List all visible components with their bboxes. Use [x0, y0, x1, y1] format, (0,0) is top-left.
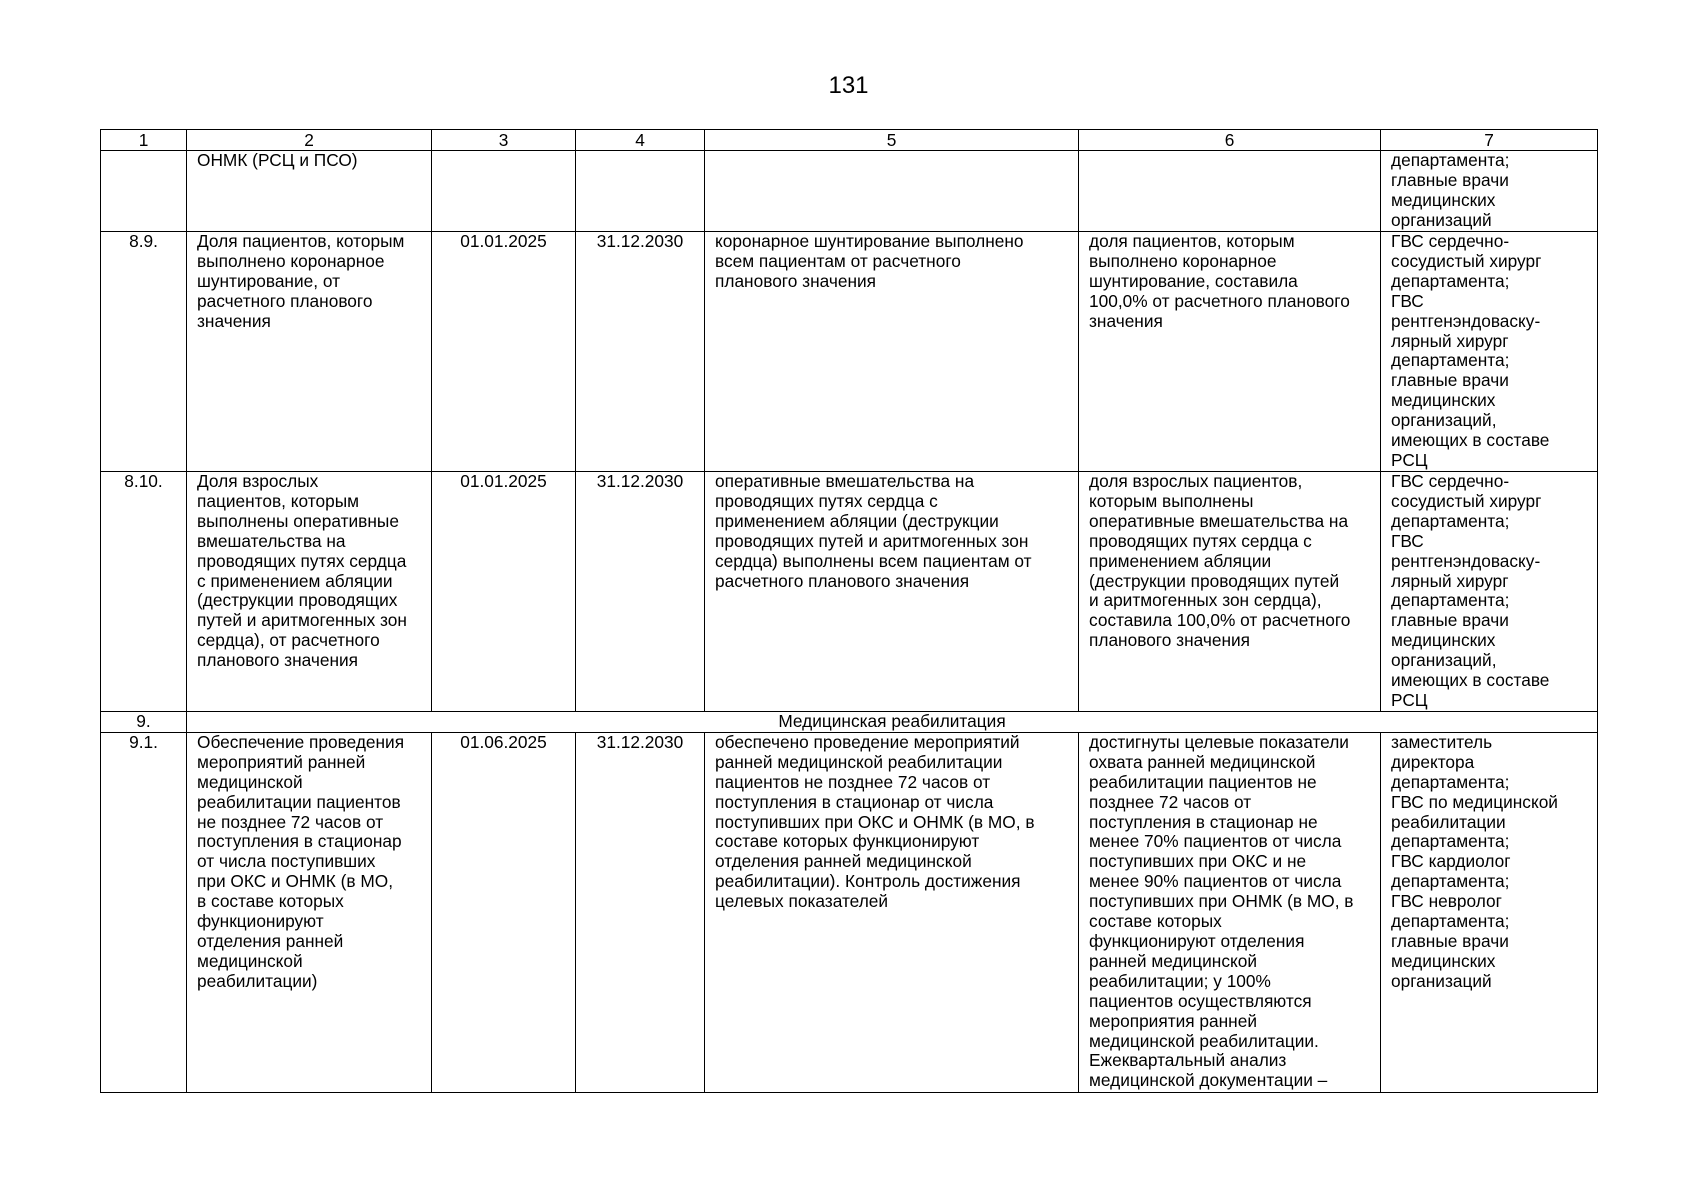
expected-result: коронарное шунтирование выполнено всем пациентам от расчетного планового значения [705, 232, 1079, 472]
header-cell: 4 [576, 130, 705, 151]
indicator: достигнуты целевые показатели охвата ранней медицинской реабилитации пациентов не позднее 72 часов от поступления в стационар не менее 70% пациентов от числа поступивших при ОКС и не менее 90% пациентов от числа поступивших при ОНМК (в МО, в составе которых функционируют отделения ранней медицинской реабилитации; у 100% пациентов осуществляются мероприятия ранней медицинской реабилитации. Ежеквартальный анализ медицинской документации – [1079, 732, 1381, 1092]
start-date: 01.06.2025 [432, 732, 576, 1092]
header-cell: 3 [432, 130, 576, 151]
expected-result: оперативные вмешательства на проводящих путях сердца с применением абляции (деструкции проводящих путей и аритмогенных зон сердца) выполнены всем пациентам от расчетного планового значения [705, 472, 1079, 712]
table-header-row [101, 130, 1598, 151]
activity-name: Обеспечение проведения мероприятий ранней медицинской реабилитации пациентов не позднее 72 часов от поступления в стационар от числа поступивших при ОКС и ОНМК (в МО, в составе которых функционируют отделения ранней медицинской реабилитации) [187, 732, 432, 1092]
page-number: 131 [828, 72, 869, 99]
header-cell: 5 [705, 130, 1079, 151]
header-cell: 2 [187, 130, 432, 151]
indicator [1079, 151, 1381, 232]
responsible: ГВС сердечно- сосудистый хирург департамента; ГВС рентгенэндоваску- лярный хирург департамента; главные врачи медицинских организаций, имеющих в составе РСЦ [1381, 232, 1598, 472]
responsible: заместитель директора департамента; ГВС по медицинской реабилитации департамента; ГВС кардиолог департамента; ГВС невролог департамента; главные врачи медицинских организаций [1381, 732, 1598, 1092]
row-number: 8.10. [101, 472, 187, 712]
start-date [432, 151, 576, 232]
table-row [101, 151, 1598, 232]
end-date: 31.12.2030 [576, 732, 705, 1092]
table-row [101, 472, 1598, 712]
section-title: Медицинская реабилитация [187, 712, 1598, 733]
end-date [576, 151, 705, 232]
activity-name: ОНМК (РСЦ и ПСО) [187, 151, 432, 232]
responsible: ГВС сердечно- сосудистый хирург департамента; ГВС рентгенэндоваску- лярный хирург департамента; главные врачи медицинских организаций, имеющих в составе РСЦ [1381, 472, 1598, 712]
table-row [101, 732, 1598, 1092]
start-date: 01.01.2025 [432, 232, 576, 472]
row-number: 8.9. [101, 232, 187, 472]
end-date: 31.12.2030 [576, 232, 705, 472]
header-cell: 6 [1079, 130, 1381, 151]
end-date: 31.12.2030 [576, 472, 705, 712]
responsible: департамента; главные врачи медицинских организаций [1381, 151, 1598, 232]
row-number: 9.1. [101, 732, 187, 1092]
expected-result [705, 151, 1079, 232]
header-cell: 7 [1381, 130, 1598, 151]
section-row [101, 712, 1598, 733]
indicator: доля взрослых пациентов, которым выполнены оперативные вмешательства на проводящих путях сердца с применением абляции (деструкции проводящих путей и аритмогенных зон сердца), составила 100,0% от расчетного планового значения [1079, 472, 1381, 712]
activity-name: Доля взрослых пациентов, которым выполнены оперативные вмешательства на проводящих путях сердца с применением абляции (деструкции проводящих путей и аритмогенных зон сердца), от расчетного планового значения [187, 472, 432, 712]
row-number [101, 151, 187, 232]
table-row [101, 232, 1598, 472]
activity-name: Доля пациентов, которым выполнено коронарное шунтирование, от расчетного планового значения [187, 232, 432, 472]
section-number: 9. [101, 712, 187, 733]
header-cell: 1 [101, 130, 187, 151]
expected-result: обеспечено проведение мероприятий ранней медицинской реабилитации пациентов не позднее 72 часов от поступления в стационар от числа поступивших при ОКС и ОНМК (в МО, в составе которых функционируют отделения ранней медицинской реабилитации). Контроль достижения целевых показателей [705, 732, 1079, 1092]
indicator: доля пациентов, которым выполнено коронарное шунтирование, составила 100,0% от расчетного планового значения [1079, 232, 1381, 472]
activities-table [100, 129, 1598, 1093]
start-date: 01.01.2025 [432, 472, 576, 712]
